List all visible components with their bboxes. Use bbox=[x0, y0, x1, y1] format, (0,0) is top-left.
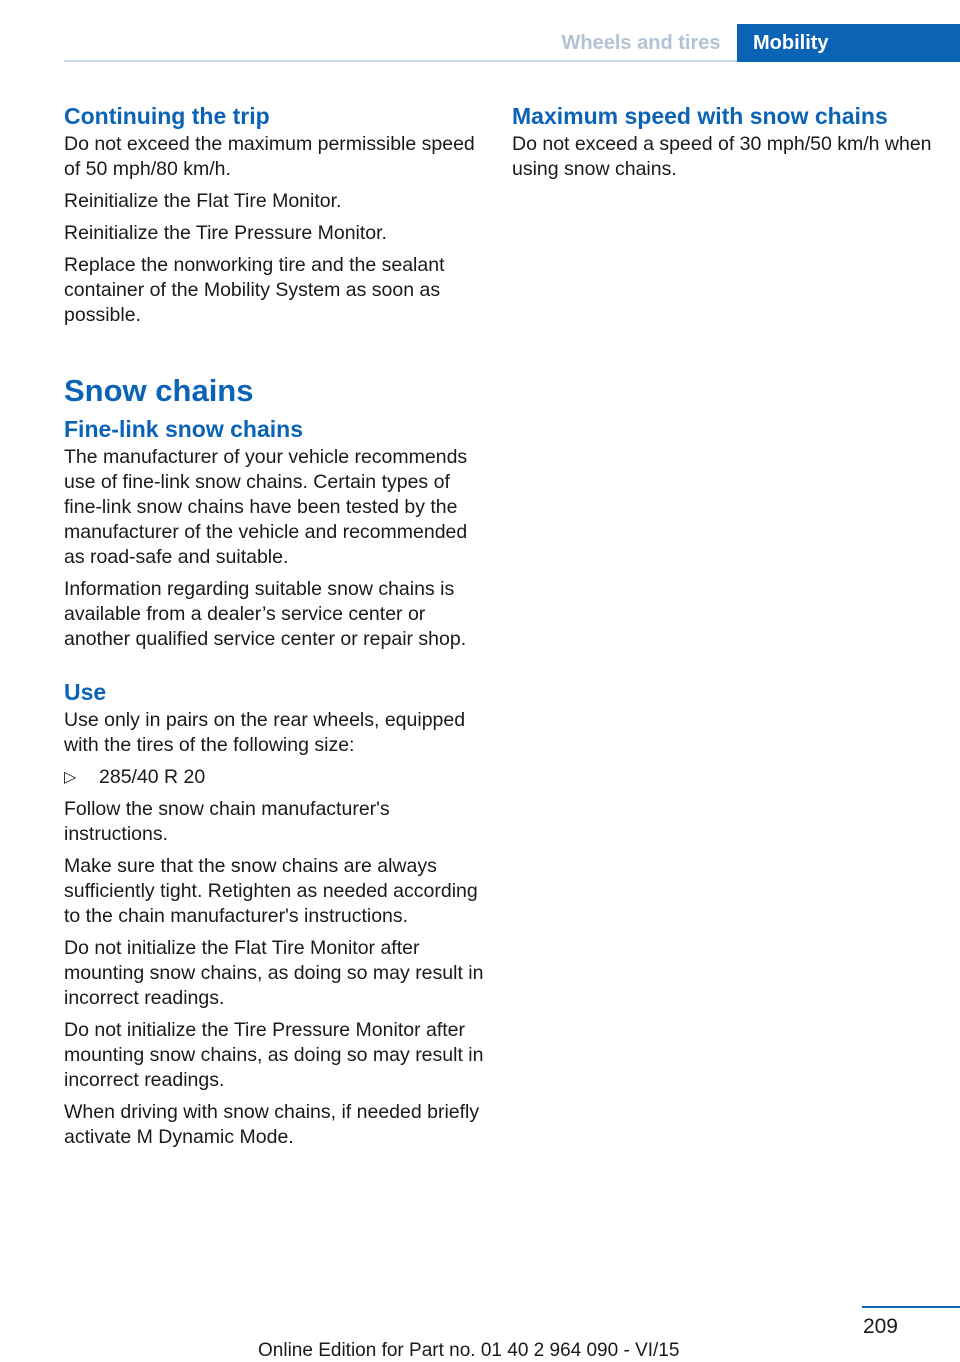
page-number: 209 bbox=[862, 1315, 898, 1338]
tire-size-list bbox=[64, 765, 484, 790]
spacer bbox=[64, 335, 484, 369]
continuing-paragraph: Do not exceed the maximum permissible speed of 50 mph/80 km/h. bbox=[64, 133, 475, 180]
continuing-paragraph: Reinitialize the Tire Pressure Monitor. bbox=[64, 222, 387, 244]
use-paragraph: Make sure that the snow chains are always sufficiently tight. Retighten as needed according to the chain manufacturer's instructions. bbox=[64, 855, 478, 927]
use-heading: Use bbox=[64, 679, 107, 705]
fine-link-heading: Fine-link snow chains bbox=[64, 416, 303, 442]
edition-line: Online Edition for Part no. 01 40 2 964 090 - VI/15 bbox=[258, 1340, 680, 1361]
header-chapter-tab: Mobility bbox=[737, 24, 960, 62]
continuing-paragraph: Reinitialize the Flat Tire Monitor. bbox=[64, 190, 342, 212]
use-intro: Use only in pairs on the rear wheels, equipped with the tires of the following size: bbox=[64, 709, 466, 756]
fine-link-paragraph: The manufacturer of your vehicle recommends use of fine-link snow chains. Certain types of fine-link snow chains have been tested by the manufacturer of the vehicle and recommended as road-safe and suitable. bbox=[64, 446, 468, 568]
max-speed-heading: Maximum speed with snow chains bbox=[512, 103, 888, 129]
use-paragraph: Do not initialize the Tire Pressure Monitor after mounting snow chains, as doing so may result in incorrect readings. bbox=[64, 1019, 484, 1091]
footer-rule bbox=[862, 1306, 960, 1308]
max-speed-paragraph: Do not exceed a speed of 30 mph/50 km/h when using snow chains. bbox=[512, 133, 932, 180]
continuing-trip-heading: Continuing the trip bbox=[64, 103, 270, 129]
left-column bbox=[64, 100, 484, 1157]
snow-chains-heading: Snow chains bbox=[64, 373, 254, 408]
fine-link-paragraph: Information regarding suitable snow chains is available from a dealer’s service center or another qualified service center or repair shop. bbox=[64, 578, 467, 650]
use-paragraph: Follow the snow chain manufacturer's instructions. bbox=[64, 798, 390, 845]
use-paragraph: Do not initialize the Flat Tire Monitor after mounting snow chains, as doing so may result in incorrect readings. bbox=[64, 937, 484, 1009]
right-column bbox=[512, 100, 932, 189]
header-section-title: Wheels and tires bbox=[561, 32, 721, 54]
continuing-paragraph: Replace the nonworking tire and the sealant container of the Mobility System as soon as possible. bbox=[64, 254, 445, 326]
list-item bbox=[64, 765, 484, 790]
spacer bbox=[64, 659, 484, 676]
use-paragraph: When driving with snow chains, if needed briefly activate M Dynamic Mode. bbox=[64, 1101, 480, 1148]
triangle-right-outline-icon: ▷ bbox=[64, 769, 77, 786]
list-item-text: 285/40 R 20 bbox=[99, 766, 206, 788]
